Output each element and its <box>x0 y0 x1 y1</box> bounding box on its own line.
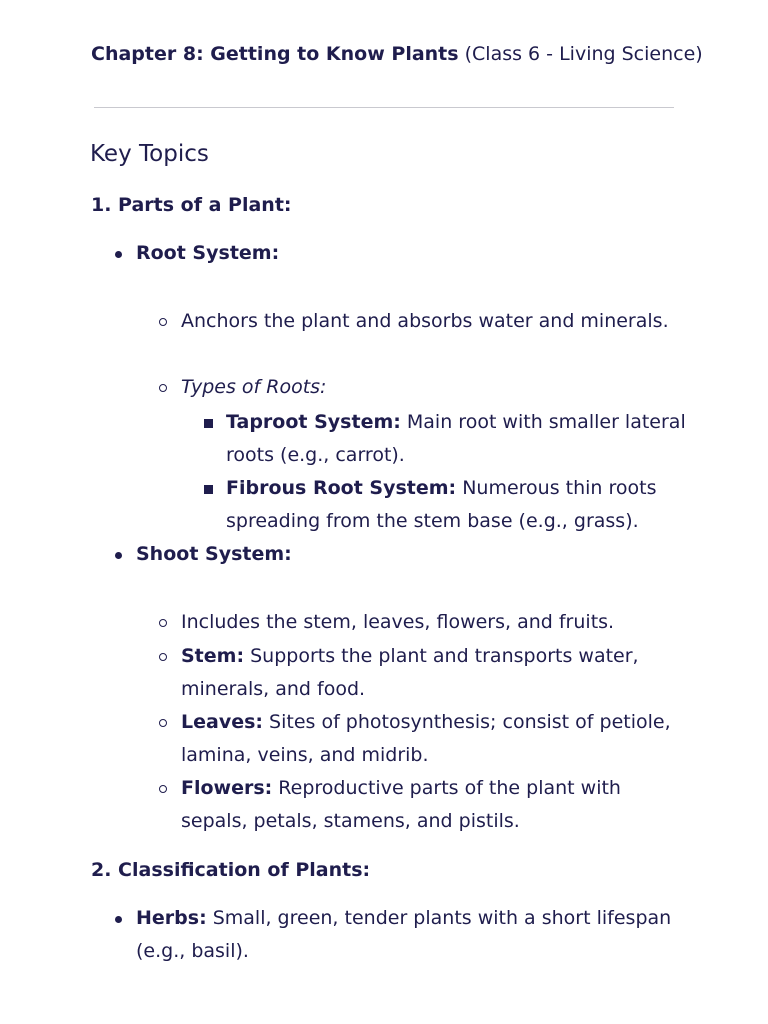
list-item-leaves <box>181 706 676 772</box>
bullet-circle-icon <box>159 318 167 326</box>
list-item-root-anchors: Anchors the plant and absorbs water and minerals. <box>181 310 669 332</box>
list-item-herbs <box>136 902 696 968</box>
herbs-term: Herbs: <box>136 907 207 929</box>
root-system-label: Root System: <box>136 242 280 264</box>
bullet-disc-icon <box>115 916 122 923</box>
list-item-flowers <box>181 772 676 838</box>
key-topics-heading: Key Topics <box>90 141 209 167</box>
fibrous-term: Fibrous Root System: <box>226 477 457 499</box>
taproot-term: Taproot System: <box>226 411 401 433</box>
taproot-desc: Main root with smaller lateral roots (e.g., carrot). <box>226 411 686 466</box>
flowers-desc: Reproductive parts of the plant with sepals, petals, stamens, and pistils. <box>181 777 621 832</box>
list-item-taproot <box>226 406 686 472</box>
section-heading-classification: 2. Classification of Plants: <box>91 859 371 881</box>
bullet-disc-icon <box>115 552 122 559</box>
bullet-circle-icon <box>159 384 167 392</box>
bullet-square-icon <box>204 419 213 428</box>
list-item-fibrous <box>226 472 686 538</box>
list-item-stem <box>181 640 676 706</box>
bullet-circle-icon <box>159 653 167 661</box>
list-item-types-of-roots <box>181 371 676 404</box>
stem-desc: Supports the plant and transports water, minerals, and food. <box>181 645 639 700</box>
types-of-roots-label: Types of Roots: <box>181 376 327 398</box>
herbs-desc: Small, green, tender plants with a short lifespan (e.g., basil). <box>136 907 672 962</box>
leaves-desc: Sites of photosynthesis; consist of petiole, lamina, veins, and midrib. <box>181 711 671 766</box>
flowers-term: Flowers: <box>181 777 273 799</box>
bullet-circle-icon <box>159 785 167 793</box>
list-item-shoot-system <box>136 538 696 571</box>
chapter-title-rest: (Class 6 - Living Science) <box>458 43 703 65</box>
chapter-title <box>91 40 703 68</box>
bullet-circle-icon <box>159 719 167 727</box>
fibrous-desc: Numerous thin roots spreading from the stem base (e.g., grass). <box>226 477 657 532</box>
shoot-system-label: Shoot System: <box>136 543 292 565</box>
bullet-disc-icon <box>115 251 122 258</box>
horizontal-divider <box>94 107 674 108</box>
list-item-shoot-includes: Includes the stem, leaves, flowers, and fruits. <box>181 611 615 633</box>
bullet-square-icon <box>204 485 213 494</box>
leaves-term: Leaves: <box>181 711 263 733</box>
section-heading-parts: 1. Parts of a Plant: <box>91 194 292 216</box>
list-item-root-system <box>136 237 696 270</box>
chapter-title-bold: Chapter 8: Getting to Know Plants <box>91 43 459 65</box>
stem-term: Stem: <box>181 645 245 667</box>
bullet-circle-icon <box>159 619 167 627</box>
